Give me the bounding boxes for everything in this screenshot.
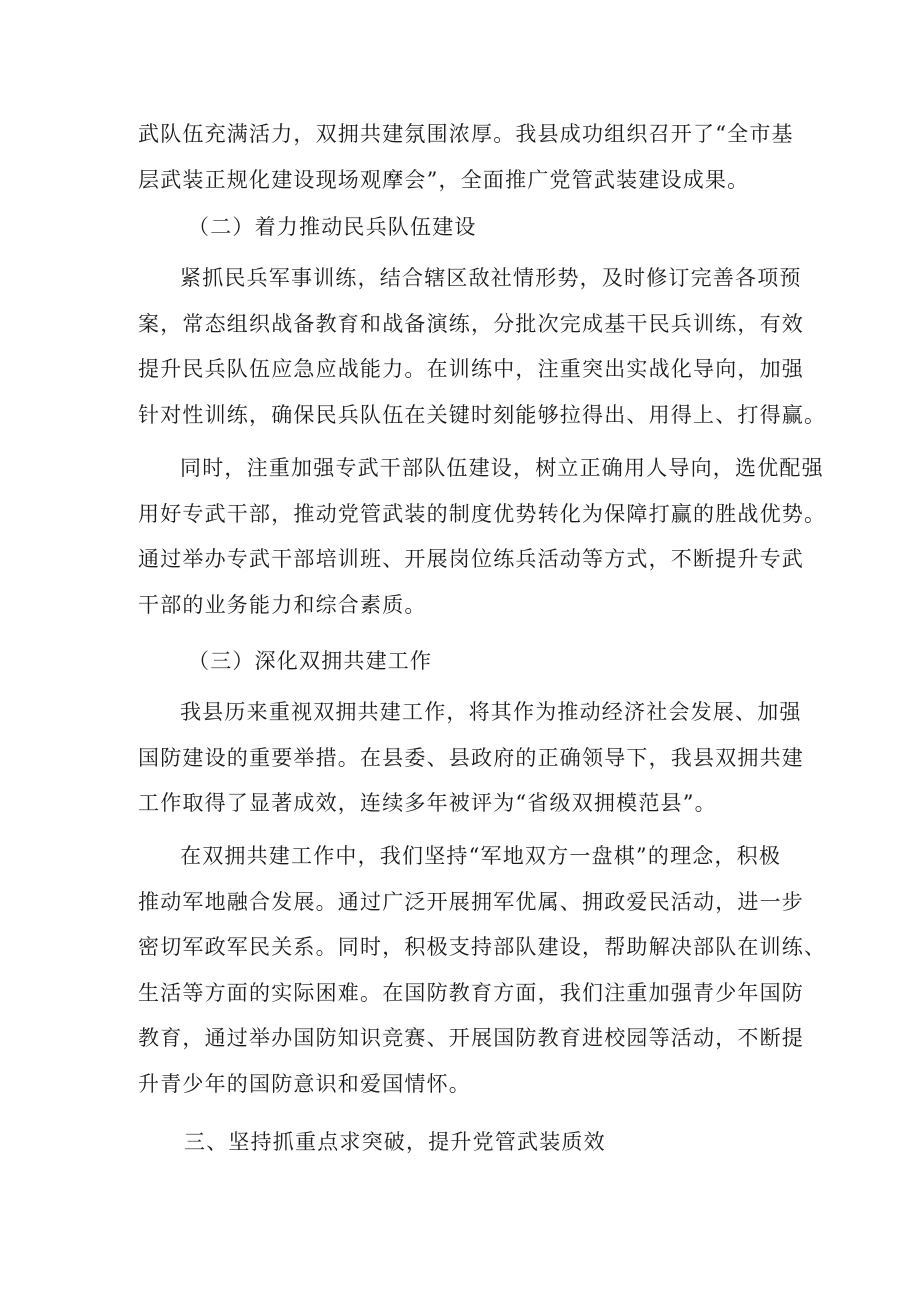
paragraph-militia-vitality xyxy=(138,112,798,203)
text-line: 干部的业务能力和综合素质。 xyxy=(138,592,427,617)
text-line: 工作取得了显著成效，连续多年被评为“省级双拥模范县”。 xyxy=(138,791,717,815)
text-line: 生活等方面的实际困难。在国防教育方面，我们注重加强青少年国防 xyxy=(138,980,804,1005)
text-line: 升青少年的国防意识和爱国情怀。 xyxy=(138,1071,471,1096)
text-line: 我县历来重视双拥共建工作，将其作为推动经济社会发展、加强 xyxy=(180,700,802,724)
text-line: 教育，通过举办国防知识竞赛、开展国防教育进校园等活动，不断提 xyxy=(138,1026,804,1050)
text-line: 案，常态组织战备教育和战备演练，分批次完成基干民兵训练，有效 xyxy=(138,311,804,336)
text-line: 层武装正规化建设现场观摩会”，全面推广党管武装建设成果。 xyxy=(138,167,750,192)
paragraph-dual-support-intro xyxy=(138,690,804,827)
text-line: 同时，注重加强专武干部队伍建设，树立正确用人导向，选优配强 xyxy=(180,456,824,480)
paragraph-militia-training xyxy=(138,256,827,438)
text-line: 武队伍充满活力，双拥共建氛围浓厚。我县成功组织召开了“全市基 xyxy=(138,122,794,146)
text-line: 提升民兵队伍应急应战能力。在训练中，注重突出实战化导向，加强 xyxy=(138,357,804,381)
text-line: 推动军地融合发展。通过广泛开展拥军优属、拥政爱民活动，进一步 xyxy=(138,889,804,914)
text-line: 通过举办专武干部培训班、开展岗位练兵活动等方式，不断提升专武 xyxy=(138,547,804,571)
text-line: 针对性训练，确保民兵队伍在关键时刻能够拉得出、用得上、打得赢。 xyxy=(138,402,827,427)
text-line: 在双拥共建工作中，我们坚持“军地双方一盘棋”的理念，积极 xyxy=(180,844,782,868)
text-line: 紧抓民兵军事训练，结合辖区敌社情形势，及时修订完善各项预 xyxy=(180,266,802,290)
text-line: 用好专武干部，推动党管武装的制度优势转化为保障打赢的胜战优势。 xyxy=(138,501,827,526)
text-line: 国防建设的重要举措。在县委、县政府的正确领导下，我县双拥共建 xyxy=(138,745,804,770)
paragraph-cadre-building xyxy=(138,446,827,628)
subheading-dual-support: （三）深化双拥共建工作 xyxy=(188,649,433,673)
section-heading-3: 三、坚持抓重点求突破，提升党管武装质效 xyxy=(184,1130,606,1154)
subheading-militia-building: （二）着力推动民兵队伍建设 xyxy=(188,215,477,239)
text-line: 密切军政军民关系。同时，积极支持部队建设，帮助解决部队在训练、 xyxy=(138,935,827,959)
paragraph-dual-support-details xyxy=(138,834,827,1107)
